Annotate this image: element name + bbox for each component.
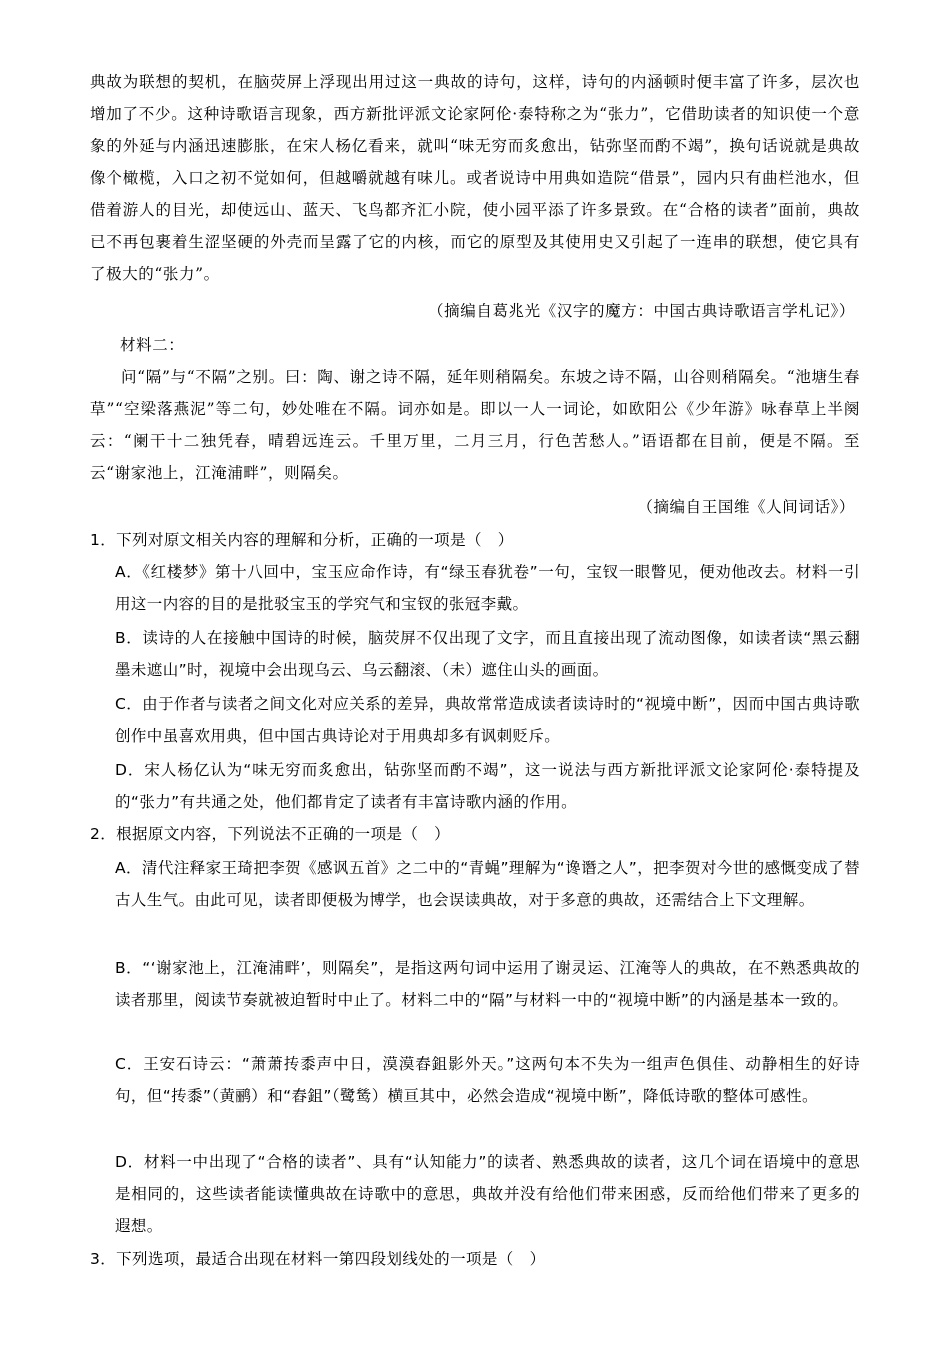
- question-1-option-c[interactable]: C．由于作者与读者之间文化对应关系的差异，典故常常造成读者读诗时的“视境中断”，因而中国古典诗歌创作中虽喜欢用典，但中国古典诗论对于用典却多有讽刺贬斥。: [115, 695, 860, 745]
- question-1-option-b[interactable]: B．读诗的人在接触中国诗的时候，脑荧屏不仅出现了文字，而且直接出现了流动图像，如读者读“黑云翻墨未遮山”时，视境中会出现乌云、乌云翻滚、（未）遮住山头的画面。: [115, 629, 860, 679]
- passage-continuation: 典故为联想的契机，在脑荧屏上浮现出用过这一典故的诗句，这样，诗句的内涵顿时便丰富了许多，层次也增加了不少。这种诗歌语言现象，西方新批评派文论家阿伦·泰特称之为“张力”，它借助读者的知识使一个意象的外延与内涵迅速膨胀，在宋人杨亿看来，就叫“味无穷而炙愈出，钻弥坚而酌不竭”，换句话说就是典故像个橄榄，入口之初不觉如何，但越嚼就越有味儿。或者说诗中用典如造院“借景”，园内只有曲栏池水，但借着游人的目光，却使远山、蓝天、飞鸟都齐汇小院，使小园平添了许多景致。在“合格的读者”面前，典故已不再包裹着生涩坚硬的外壳而呈露了它的内核，而它的原型及其使用史又引起了一连串的联想，使它具有了极大的“张力”。: [90, 73, 860, 283]
- question-2-option-c[interactable]: C．王安石诗云：“萧萧抟黍声中日，漠漠舂鉏影外天。”这两句本不失为一组声色俱佳、动静相生的好诗句，但“抟黍”（黄鹂）和“舂鉏”（鹭鸶）横亘其中，必然会造成“视境中断”，降低诗歌的整体可感性。: [115, 1055, 860, 1105]
- material-2-text: 问“隔”与“不隔”之别。曰：陶、谢之诗不隔，延年则稍隔矣。东坡之诗不隔，山谷则稍隔矣。“池塘生春草”“空梁落燕泥”等二句，妙处唯在不隔。词亦如是。即以一人一词论，如欧阳公《少年游》咏春草上半阕云：“阑干十二独凭春，晴碧远连云。千里万里，二月三月，行色苦愁人。”语语都在目前，便是不隔。至云“谢家池上，江淹浦畔”，则隔矣。: [90, 368, 860, 482]
- material-2-label: 材料二：: [120, 336, 185, 354]
- question-1-stem: 1．下列对原文相关内容的理解和分析，正确的一项是（ ）: [90, 531, 514, 549]
- question-2-stem: 2．根据原文内容，下列说法不正确的一项是（ ）: [90, 825, 451, 843]
- question-3-stem: 3．下列选项，最适合出现在材料一第四段划线处的一项是（ ）: [90, 1250, 546, 1268]
- question-2-option-b[interactable]: B．“‘谢家池上，江淹浦畔’，则隔矣”，是指这两句词中运用了谢灵运、江淹等人的典故，在不熟悉典故的读者那里，阅读节奏就被迫暂时中止了。材料二中的“隔”与材料一中的“视境中断”的内涵是基本一致的。: [115, 959, 860, 1009]
- source-citation-2: （摘编自王国维《人间词话》）: [637, 498, 855, 516]
- question-1-option-d[interactable]: D．宋人杨亿认为“味无穷而炙愈出，钻弥坚而酌不竭”，这一说法与西方新批评派文论家阿伦·泰特提及的“张力”有共通之处，他们都肯定了读者有丰富诗歌内涵的作用。: [115, 761, 860, 811]
- source-citation-1: （摘编自葛兆光《汉字的魔方：中国古典诗歌语言学札记》）: [428, 302, 855, 320]
- question-2-option-a[interactable]: A．清代注释家王琦把李贺《感讽五首》之二中的“青蝇”理解为“谗谮之人”，把李贺对今世的感慨变成了替古人生气。由此可见，读者即便极为博学，也会误读典故，对于多意的典故，还需结合上下文理解。: [115, 859, 860, 909]
- question-1-option-a[interactable]: A．《红楼梦》第十八回中，宝玉应命作诗，有“绿玉春犹卷”一句，宝钗一眼瞥见，便劝他改去。材料一引用这一内容的目的是批驳宝玉的学究气和宝钗的张冠李戴。: [115, 563, 860, 613]
- question-2-option-d[interactable]: D．材料一中出现了“合格的读者”、具有“认知能力”的读者、熟悉典故的读者，这几个词在语境中的意思是相同的，这些读者能读懂典故在诗歌中的意思，典故并没有给他们带来困惑，反而给他们带来了更多的遐想。: [115, 1153, 860, 1235]
